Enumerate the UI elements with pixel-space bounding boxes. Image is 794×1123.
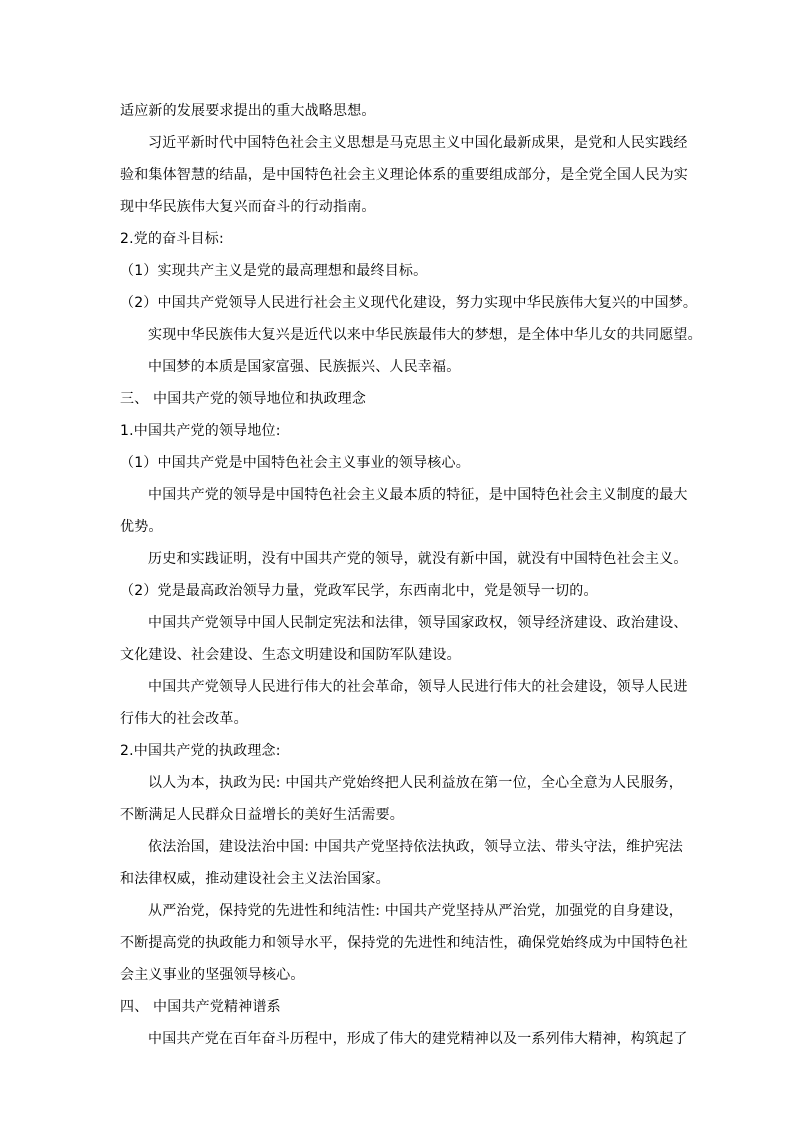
paragraph-line: 依法治国，建设法治中国: 中国共产党坚持依法执政，领导立法、带头守法，维护宪法 (148, 839, 683, 855)
paragraph-line: 习近平新时代中国特色社会主义思想是马克思主义中国化最新成果，是党和人民实践经 (148, 135, 688, 151)
paragraph-line: 行伟大的社会改革。 (120, 711, 248, 727)
section-heading: 1.中国共产党的领导地位: (120, 423, 281, 439)
paragraph-line: 中国共产党的领导是中国特色社会主义最本质的特征，是中国特色社会主义制度的最大 (148, 487, 688, 503)
paragraph-line: 中国共产党领导人民进行伟大的社会革命，领导人民进行伟大的社会建设，领导人民进 (148, 679, 688, 695)
paragraph-line: 不断满足人民群众日益增长的美好生活需要。 (120, 807, 404, 823)
paragraph-line: 验和集体智慧的结晶，是中国特色社会主义理论体系的重要组成部分，是全党全国人民为实 (120, 167, 688, 183)
paragraph-line: 现中华民族伟大复兴而奋斗的行动指南。 (120, 199, 376, 215)
paragraph-line: 历史和实践证明，没有中国共产党的领导，就没有新中国，就没有中国特色社会主义。 (148, 551, 688, 567)
paragraph-line: 以人为本，执政为民: 中国共产党始终把人民利益放在第一位，全心全意为人民服务， (148, 775, 683, 791)
chapter-heading: 三、 中国共产党的领导地位和执政理念 (120, 391, 367, 407)
paragraph-line: 中国共产党在百年奋斗历程中，形成了伟大的建党精神以及一系列伟大精神，构筑起了 (148, 1031, 688, 1047)
paragraph-line: 优势。 (120, 519, 163, 535)
paragraph-line: 文化建设、社会建设、生态文明建设和国防军队建设。 (120, 647, 461, 663)
paragraph-line: 适应新的发展要求提出的重大战略思想。 (120, 103, 376, 119)
paragraph-line: 和法律权威，推动建设社会主义法治国家。 (120, 871, 390, 887)
paragraph-line: 中国梦的本质是国家富强、民族振兴、人民幸福。 (148, 359, 461, 375)
list-item: （2）中国共产党领导人民进行社会主义现代化建设，努力实现中华民族伟大复兴的中国梦。 (120, 295, 698, 311)
section-heading: 2.中国共产党的执政理念: (120, 743, 281, 759)
list-item: （1）中国共产党是中国特色社会主义事业的领导核心。 (120, 455, 470, 471)
list-item: （2）党是最高政治领导力量，党政军民学，东西南北中，党是领导一切的。 (120, 583, 598, 599)
paragraph-line: 会主义事业的坚强领导核心。 (120, 967, 305, 983)
paragraph-line: 从严治党，保持党的先进性和纯洁性: 中国共产党坚持从严治党，加强党的自身建设， (148, 903, 683, 919)
list-item: （1）实现共产主义是党的最高理想和最终目标。 (120, 263, 428, 279)
paragraph-line: 不断提高党的执政能力和领导水平，保持党的先进性和纯洁性，确保党始终成为中国特色社 (120, 935, 688, 951)
section-heading: 2.党的奋斗目标: (120, 231, 224, 247)
chapter-heading: 四、 中国共产党精神谱系 (120, 999, 281, 1015)
paragraph-line: 实现中华民族伟大复兴是近代以来中华民族最伟大的梦想，是全体中华儿女的共同愿望。 (148, 327, 702, 343)
paragraph-line: 中国共产党领导中国人民制定宪法和法律，领导国家政权，领导经济建设、政治建设、 (148, 615, 688, 631)
